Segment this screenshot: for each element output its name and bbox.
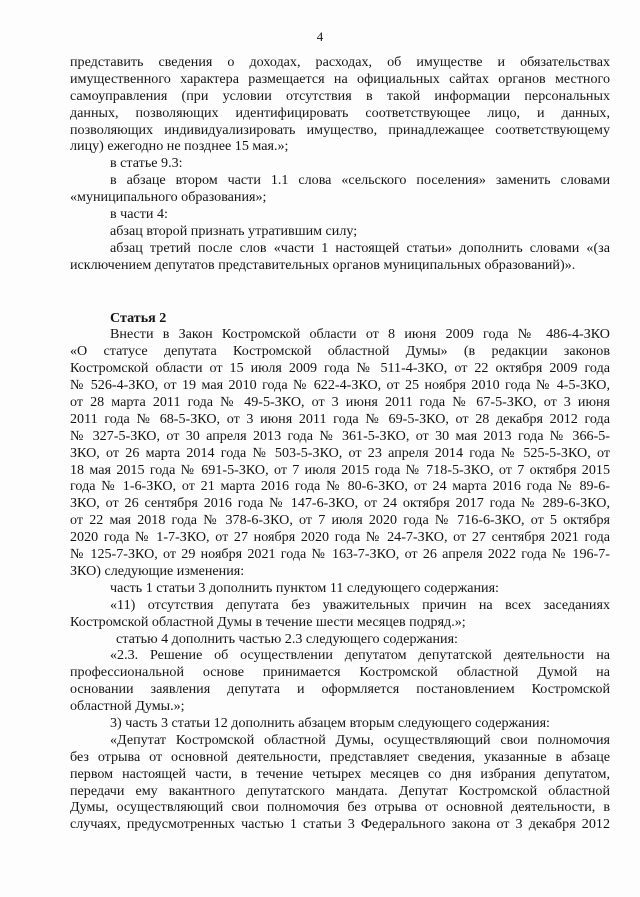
text-line: Думы, осуществляющий свои полномочия без отрыва от основной деятельности, в bbox=[70, 799, 610, 816]
text-line: первом настоящей части, в течение четырех месяцев со дня избрания депутатом, bbox=[70, 765, 610, 782]
text-line: данных, позволяющих идентифицировать соответствующее лицо, и данных, bbox=[70, 104, 610, 121]
text-line: «2.3. Решение об осуществлении депутатом депутатской деятельности на bbox=[110, 647, 610, 664]
text-line: в абзаце втором части 1.1 слова «сельского поселения» заменить словами bbox=[110, 172, 610, 189]
text-line: 3) часть 3 статьи 12 дополнить абзацем вторым следующего содержания: bbox=[110, 714, 550, 731]
text-line: абзац второй признать утратившим силу; bbox=[110, 222, 358, 239]
text-line: «муниципального образования»; bbox=[70, 189, 267, 206]
text-line: представить сведения о доходах, расходах, об имуществе и обязательствах bbox=[70, 54, 610, 70]
text-line: в статье 9.3: bbox=[110, 155, 183, 172]
text-line: лицу) ежегодно не позднее 15 мая.»; bbox=[70, 138, 289, 155]
text-line: ЗКО) следующие изменения: bbox=[70, 562, 245, 579]
text-line: Костромской области от 15 июля 2009 года № 511-4-ЗКО, от 22 октября 2009 года bbox=[70, 360, 610, 377]
text-line: ЗКО, от 26 сентября 2016 года № 147-6-ЗКО, от 24 октября 2017 года № 289-6-ЗКО, bbox=[70, 495, 610, 512]
text-line: позволяющих индивидуализировать имущество, принадлежащее соответствующему bbox=[70, 121, 610, 138]
text-line: самоуправления (при условии отсутствия в такой информации персональных bbox=[70, 87, 610, 104]
text-line: ЗКО, от 26 марта 2014 года № 503-5-ЗКО, от 23 апреля 2014 года № 525-5-ЗКО, от bbox=[70, 444, 610, 461]
text-line: передачи ему вакантного депутатского мандата. Депутат Костромской областной bbox=[70, 782, 610, 799]
text-line: имущественного характера размещается на официальных сайтах органов местного bbox=[70, 70, 610, 87]
article-heading: Статья 2 bbox=[110, 309, 167, 326]
text-line: 2011 года № 68-5-ЗКО, от 3 июня 2011 года № 69-5-ЗКО, от 28 декабря 2012 года bbox=[70, 410, 610, 427]
text-line: Костромской областной Думы в течение шести месяцев подряд.»; bbox=[70, 613, 466, 630]
section-gap bbox=[70, 274, 610, 310]
text-line: абзац третий после слов «части 1 настоящей статьи» дополнить словами «(за bbox=[110, 239, 610, 256]
text-line: 2020 года № 1-7-ЗКО, от 27 ноября 2020 года № 24-7-ЗКО, от 27 сентября 2021 года bbox=[70, 529, 610, 546]
text-line: «О статусе депутата Костромской областной Думы» (в редакции законов bbox=[70, 343, 610, 360]
text-line: без отрыва от основной деятельности, представляет сведения, указанные в абзаце bbox=[70, 748, 610, 765]
text-line: № 526-4-ЗКО, от 19 мая 2010 года № 622-4-ЗКО, от 25 ноября 2010 года № 4-5-ЗКО, bbox=[70, 377, 610, 394]
text-line: основании заявления депутата и оформляется постановлением Костромской bbox=[70, 681, 610, 698]
text-line: «Депутат Костромской областной Думы, осуществляющий свои полномочия bbox=[110, 731, 610, 748]
text-line: от 28 марта 2011 года № 49-5-ЗКО, от 3 июня 2011 года № 67-5-ЗКО, от 3 июня bbox=[70, 394, 610, 411]
text-line: № 125-7-ЗКО, от 29 ноября 2021 года № 163-7-ЗКО, от 26 апреля 2022 года № 196-7- bbox=[70, 546, 610, 563]
text-line: в части 4: bbox=[110, 206, 168, 223]
text-line: областной Думы.»; bbox=[70, 698, 185, 715]
text-line: № 327-5-ЗКО, от 30 апреля 2013 года № 361-5-ЗКО, от 30 мая 2013 года № 366-5- bbox=[70, 427, 610, 444]
text-line: Внести в Закон Костромской области от 8 июня 2009 года № 486-4-ЗКО bbox=[110, 326, 610, 343]
text-line: 18 мая 2015 года № 691-5-ЗКО, от 7 июля 2015 года № 718-5-ЗКО, от 7 октября 2015 bbox=[70, 461, 610, 478]
text-line: исключением депутатов представительных органов муниципальных образований)». bbox=[70, 256, 576, 273]
text-line: года № 1-6-ЗКО, от 21 марта 2016 года № 80-6-ЗКО, от 24 марта 2016 года № 89-6- bbox=[70, 478, 610, 495]
text-line: «11) отсутствия депутата без уважительных причин на всех заседаниях bbox=[110, 596, 610, 613]
text-line: от 22 мая 2018 года № 378-6-ЗКО, от 7 июля 2020 года № 716-6-ЗКО, от 5 октября bbox=[70, 512, 610, 529]
text-line: профессиональной основе принимается Костромской областной Думой на bbox=[70, 664, 610, 681]
page-number: 4 bbox=[316, 29, 324, 44]
document-body bbox=[70, 54, 610, 833]
text-line: случаях, предусмотренных частью 1 статьи 3 Федерального закона от 3 декабря 2012 bbox=[70, 816, 610, 833]
text-line: часть 1 статьи 3 дополнить пунктом 11 следующего содержания: bbox=[110, 579, 499, 596]
text-line: статью 4 дополнить частью 2.3 следующего содержания: bbox=[116, 630, 458, 647]
